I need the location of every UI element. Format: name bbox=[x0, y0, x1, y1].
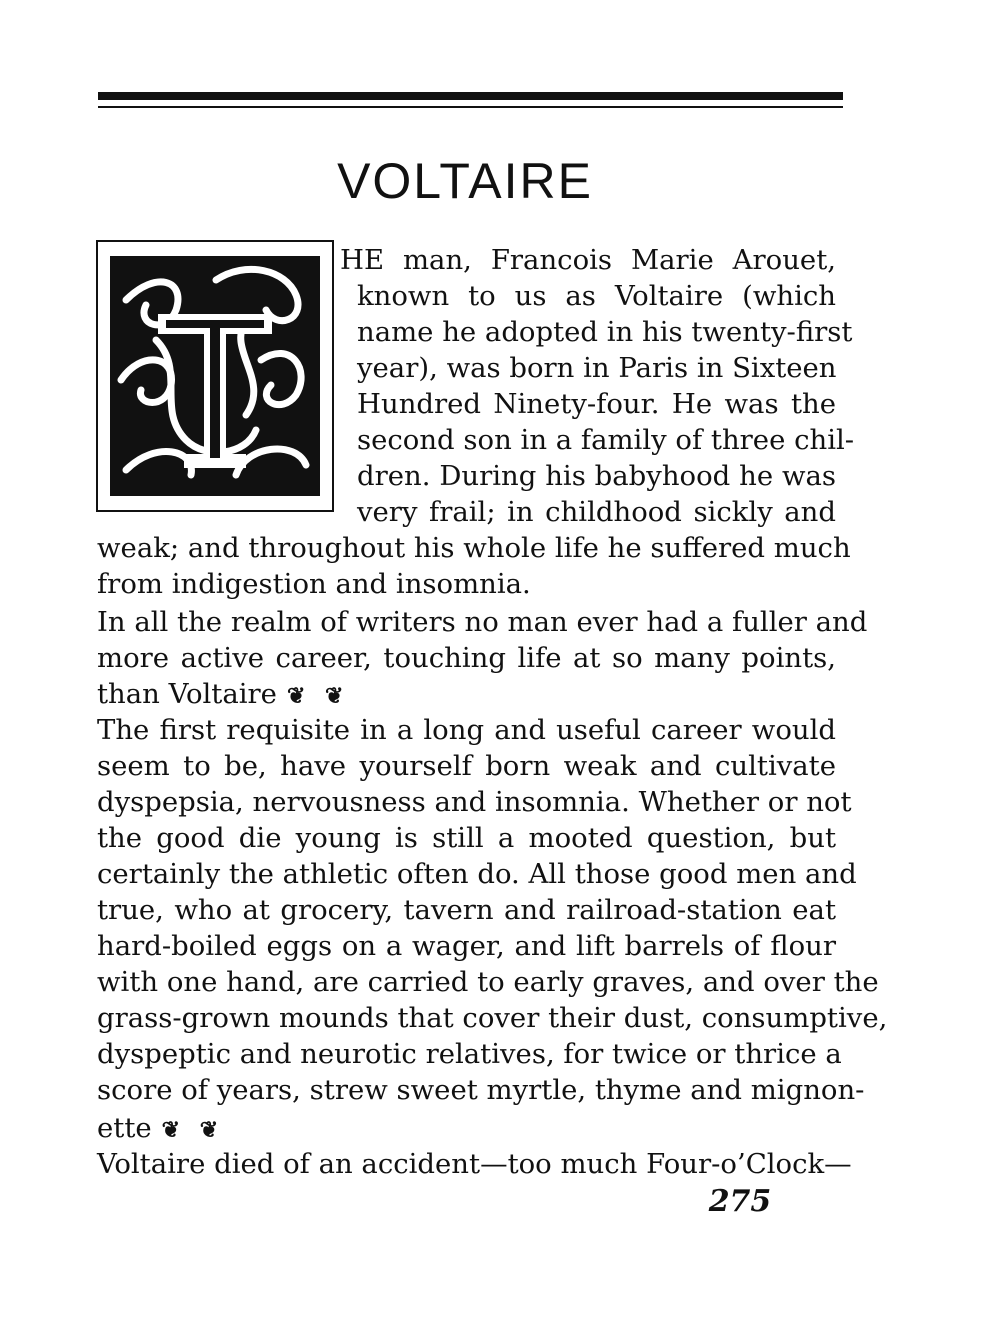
text-line: weak; and throughout his whole life he suffered much bbox=[97, 532, 851, 564]
text-line: The first requisite in a long and useful career would bbox=[97, 714, 836, 746]
text-line-with-ornament bbox=[97, 1110, 224, 1148]
text-line-with-ornament bbox=[97, 676, 350, 714]
page-number: 275 bbox=[708, 1184, 772, 1219]
text-line: more active career, touching life at so many points, bbox=[97, 642, 836, 674]
fleuron-ornament: ❦ ❦ bbox=[161, 1117, 225, 1143]
header-rule-thick bbox=[98, 92, 843, 100]
text-line: grass-grown mounds that cover their dust, consumptive, bbox=[97, 1002, 888, 1034]
text-line: name he adopted in his twenty-first bbox=[357, 316, 853, 348]
text-line: score of years, strew sweet myrtle, thyme and mignon- bbox=[97, 1074, 865, 1106]
text-line: year), was born in Paris in Sixteen bbox=[357, 352, 837, 384]
text-line: seem to be, have yourself born weak and cultivate bbox=[97, 750, 836, 782]
text-line: HE man, Francois Marie Arouet, bbox=[340, 244, 836, 276]
text-line: from indigestion and insomnia. bbox=[97, 568, 531, 600]
header-rule-thin bbox=[98, 106, 843, 108]
text-span: ette bbox=[97, 1112, 152, 1144]
text-line: certainly the athletic often do. All those good men and bbox=[97, 858, 857, 890]
dropcap-t-illustration bbox=[96, 240, 334, 512]
text-line: second son in a family of three chil- bbox=[357, 424, 855, 456]
text-line: dyspeptic and neurotic relatives, for twice or thrice a bbox=[97, 1038, 842, 1070]
text-line: dyspepsia, nervousness and insomnia. Whether or not bbox=[97, 786, 852, 818]
text-line: with one hand, are carried to early graves, and over the bbox=[97, 966, 879, 998]
page-title: VOLTAIRE bbox=[337, 153, 593, 209]
text-line: hard-boiled eggs on a wager, and lift barrels of flour bbox=[97, 930, 836, 962]
text-line: dren. During his babyhood he was bbox=[357, 460, 836, 492]
text-line: Hundred Ninety-four. He was the bbox=[357, 388, 836, 420]
text-line: the good die young is still a mooted question, but bbox=[97, 822, 836, 854]
text-line: In all the realm of writers no man ever had a fuller and bbox=[97, 606, 868, 638]
text-line: true, who at grocery, tavern and railroad-station eat bbox=[97, 894, 836, 926]
text-line: very frail; in childhood sickly and bbox=[357, 496, 836, 528]
dropcap-letter: T bbox=[96, 240, 97, 241]
text-span: than Voltaire bbox=[97, 678, 277, 710]
fleuron-ornament: ❦ ❦ bbox=[286, 683, 350, 709]
text-line: Voltaire died of an accident—too much Four-o’Clock— bbox=[97, 1148, 852, 1180]
text-line: known to us as Voltaire (which bbox=[357, 280, 836, 312]
